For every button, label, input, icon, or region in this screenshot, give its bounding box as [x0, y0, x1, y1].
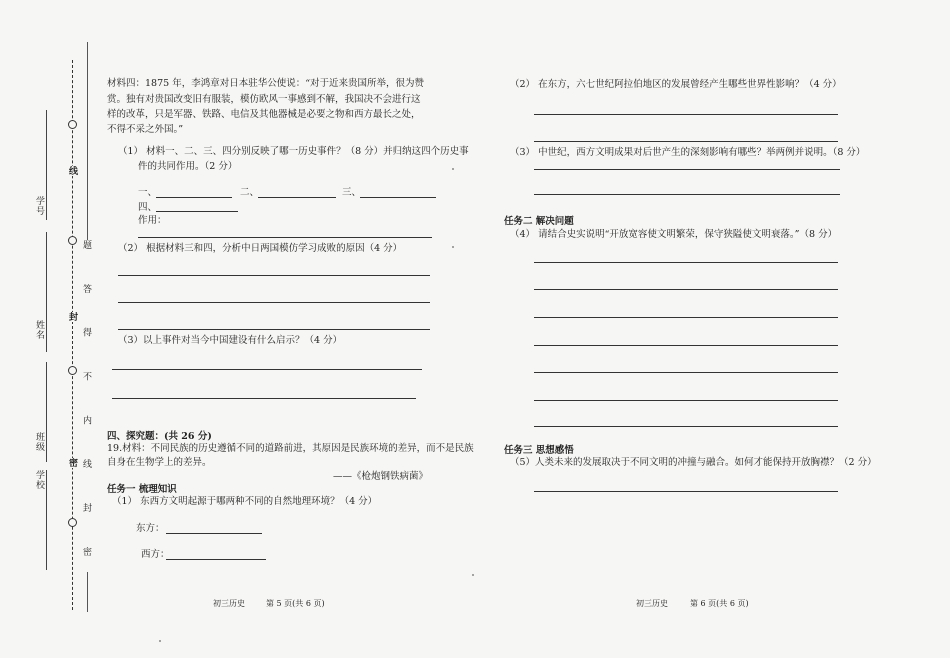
- answer-line[interactable]: [534, 169, 840, 170]
- q19-material-line2: 自身在生物学上的差异。: [107, 457, 212, 468]
- material4-line3: 样的改革，只是军器、铁路、电信及其他器械是必要之物和西方最长之处，: [107, 109, 421, 120]
- seal-circle: [68, 518, 77, 527]
- q19-material-line1: 19.材料：不同民族的历史遵循不同的道路前进，其原因是民族环境的差异，而不是民族: [107, 443, 474, 454]
- question-3: （3）以上事件对当今中国建设有什么启示？（4 分）: [118, 335, 343, 346]
- scan-speck: [472, 574, 474, 576]
- answer-line[interactable]: [534, 114, 838, 115]
- right-question-4: （4） 请结合史实说明“开放宽容使文明繁荣，保守狭隘使文明衰落。”（8 分）: [510, 229, 838, 240]
- section-4-heading: 四、探究题：(共 26 分): [107, 431, 212, 442]
- xingming-label: 姓名: [34, 320, 44, 340]
- answer-blank-3[interactable]: [360, 197, 436, 198]
- answer-line[interactable]: [112, 369, 422, 370]
- seal-circle: [68, 366, 77, 375]
- answer-line[interactable]: [534, 400, 838, 401]
- seal-warning-text: 题 答 得 不 内 线 封 密: [81, 240, 91, 573]
- footer-subject-left: 初三历史: [213, 599, 245, 608]
- task-3-heading: 任务三 思想感悟: [504, 445, 574, 456]
- answer-line[interactable]: [534, 372, 838, 373]
- seal-mark-feng: 封: [67, 312, 77, 322]
- answer-line[interactable]: [534, 141, 838, 142]
- right-question-3: （3） 中世纪，西方文明成果对后世产生的深刻影响有哪些？举两例并说明。（8 分）: [510, 147, 866, 158]
- right-question-2: （2） 在东方，六七世纪阿拉伯地区的发展曾经产生哪些世界性影响？（4 分）: [510, 79, 842, 90]
- xuexiao-label: 学校: [34, 470, 44, 490]
- xuehao-label: 学号: [34, 196, 44, 216]
- role-answer-line[interactable]: [138, 237, 432, 238]
- answer-line[interactable]: [118, 302, 430, 303]
- scan-speck: [452, 246, 454, 248]
- blank-label-1: 一、: [138, 187, 158, 198]
- right-question-5: （5）人类未来的发展取决于不同文明的冲撞与融合。如何才能保持开放胸襟？（2 分）: [510, 457, 877, 468]
- answer-line[interactable]: [534, 345, 838, 346]
- task1-question-1: （1） 东西方文明起源于哪两种不同的自然地理环境？（4 分）: [112, 496, 378, 507]
- q19-source: ——《枪炮钢铁病菌》: [333, 471, 429, 482]
- seal-mark-mi: 密: [67, 458, 77, 468]
- answer-line[interactable]: [118, 329, 430, 330]
- seal-circle: [68, 236, 77, 245]
- east-answer-blank[interactable]: [166, 533, 262, 534]
- material4-line1: 材料四：1875 年，李鸿章对日本驻华公使说：“对于近来贵国所举，很为赞: [107, 78, 425, 89]
- answer-line[interactable]: [534, 426, 838, 427]
- footer-page-left: 第 5 页(共 6 页): [266, 599, 325, 608]
- blank-label-4: 四、: [138, 202, 158, 213]
- question-1-line2: 件的共同作用。（2 分）: [138, 161, 238, 172]
- question-1-line1: （1） 材料一、二、三、四分别反映了哪一历史事件？（8 分）并归纳这四个历史事: [118, 146, 469, 157]
- answer-line[interactable]: [534, 262, 838, 263]
- role-label: 作用：: [138, 215, 167, 226]
- answer-blank-2[interactable]: [258, 197, 336, 198]
- answer-line[interactable]: [534, 289, 838, 290]
- xingming-line: [46, 232, 47, 352]
- answer-line[interactable]: [112, 398, 416, 399]
- east-label: 东方：: [136, 523, 165, 534]
- answer-blank-1[interactable]: [156, 197, 232, 198]
- material4-line4: 不得不采之外国。”: [107, 124, 184, 135]
- answer-line[interactable]: [534, 317, 838, 318]
- blank-label-2: 二、: [240, 187, 260, 198]
- answer-blank-4[interactable]: [156, 211, 238, 212]
- banji-line: [46, 362, 47, 462]
- seal-circle: [68, 120, 77, 129]
- banji-label: 班级: [34, 432, 44, 452]
- task-2-heading: 任务二 解决问题: [504, 216, 574, 227]
- seal-dashed-line: [72, 60, 73, 610]
- xuehao-line: [46, 110, 47, 220]
- answer-line[interactable]: [534, 491, 838, 492]
- footer-page-right: 第 6 页(共 6 页): [690, 599, 749, 608]
- task-1-heading: 任务一 梳理知识: [107, 484, 177, 495]
- footer-subject-right: 初三历史: [636, 599, 668, 608]
- scan-speck: [452, 168, 454, 170]
- question-2: （2） 根据材料三和四，分析中日两国模仿学习成败的原因（4 分）: [118, 243, 403, 254]
- scan-speck: [159, 640, 161, 642]
- west-label: 西方：: [141, 549, 170, 560]
- blank-label-3: 三、: [342, 187, 362, 198]
- seal-mark-xian: 线: [67, 166, 77, 176]
- answer-line[interactable]: [118, 275, 430, 276]
- answer-line[interactable]: [534, 194, 840, 195]
- material4-line2: 赏。独有对贵国改变旧有服装，模仿欧风一事感到不解，我国决不会进行这: [107, 94, 421, 105]
- west-answer-blank[interactable]: [166, 559, 266, 560]
- xuexiao-line: [46, 470, 47, 570]
